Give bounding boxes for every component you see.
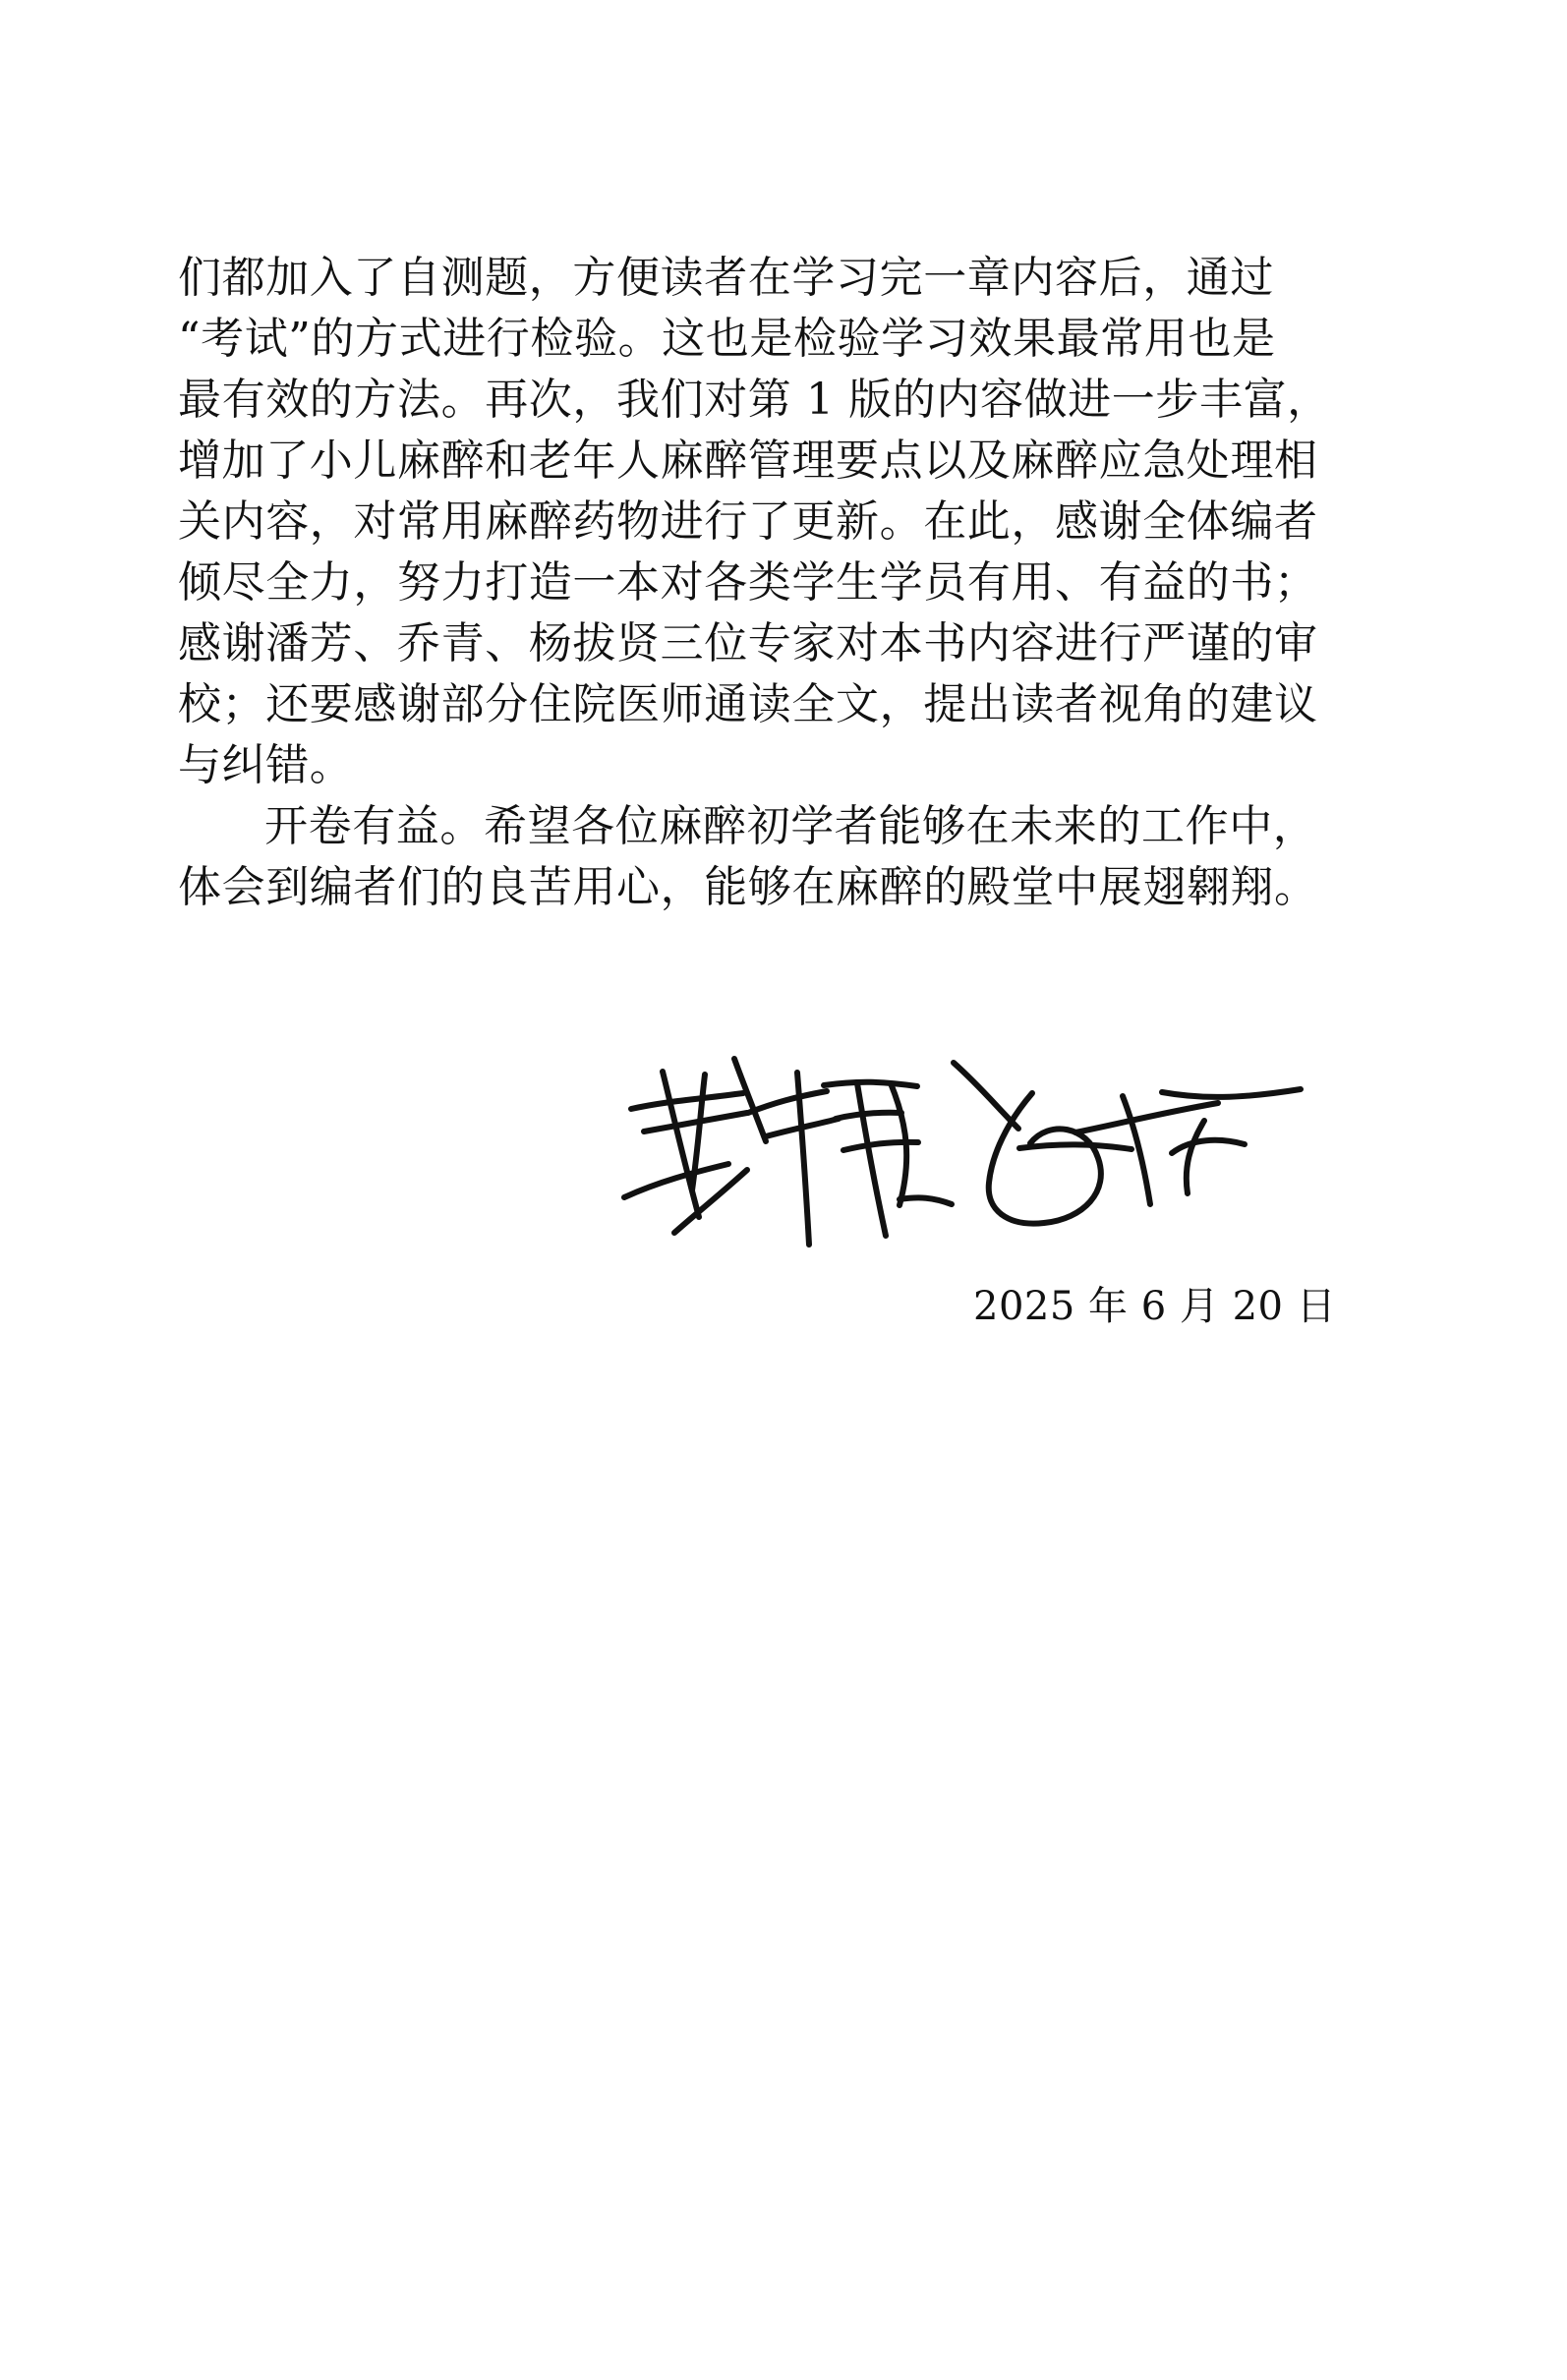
body-text: [178, 248, 1331, 918]
paragraph-line: 与纠错。: [178, 740, 354, 790]
handwritten-signature: [609, 1042, 1317, 1268]
paragraph-line: 增加了小儿麻醉和老年人麻醉管理要点以及麻醉应急处理相: [178, 435, 1318, 486]
paragraph-line: 关内容，对常用麻醉药物进行了更新。在此，感谢全体编者: [178, 496, 1318, 547]
paragraph-line: 校；还要感谢部分住院医师通读全文，提出读者视角的建议: [178, 679, 1318, 729]
date: 2025 年 6 月 20 日: [973, 1284, 1337, 1329]
paragraph-line: “考试”的方式进行检验。这也是检验学习效果最常用也是: [178, 314, 1276, 364]
paragraph-line: 开卷有益。希望各位麻醉初学者能够在未来的工作中，: [264, 801, 1317, 851]
paragraph-line: 体会到编者们的良苦用心，能够在麻醉的殿堂中展翅翱翔。: [178, 862, 1318, 912]
paragraph-line: 最有效的方法。再次，我们对第 1 版的内容做进一步丰富，: [178, 375, 1331, 425]
paragraph-line: 感谢潘芳、乔青、杨拔贤三位专家对本书内容进行严谨的审: [178, 618, 1318, 668]
paragraph-line: 们都加入了自测题，方便读者在学习完一章内容后，通过: [178, 253, 1274, 303]
paragraph-line: 倾尽全力，努力打造一本对各类学生学员有用、有益的书；: [178, 557, 1318, 608]
